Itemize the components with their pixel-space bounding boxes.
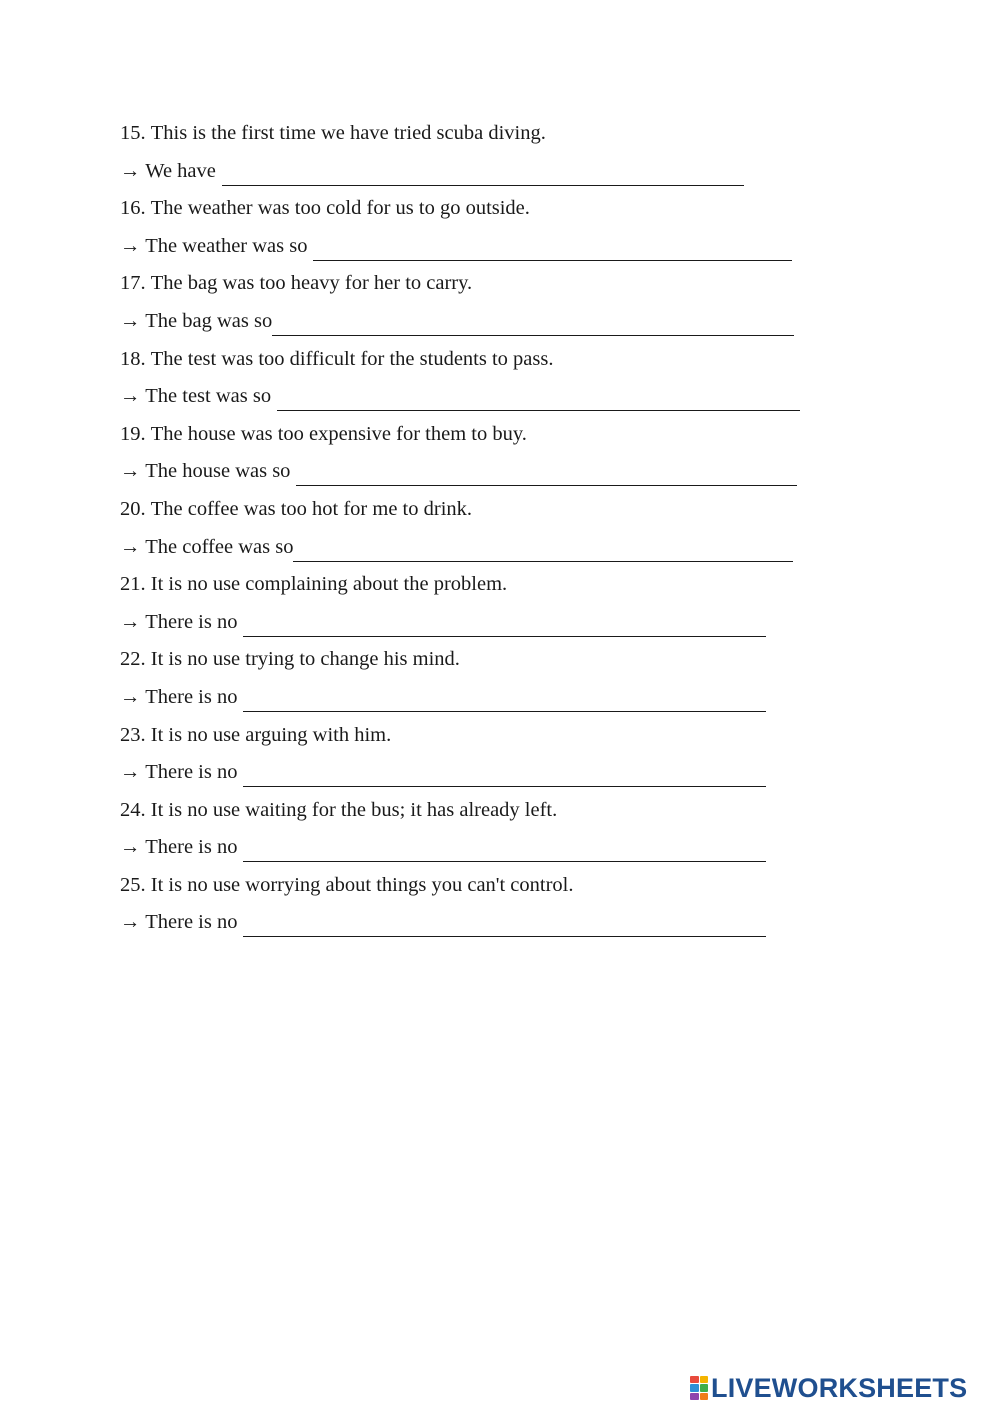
exercise-23 [120,720,840,795]
answer-input-25[interactable] [243,918,766,937]
question-prompt: It is no use arguing with him. [150,723,392,746]
exercise-20 [120,494,840,569]
question-line [120,569,840,607]
answer-input-23[interactable] [243,768,766,787]
answer-line [120,231,840,269]
worksheet [120,118,840,945]
answer-prefix: → We have [120,159,216,182]
question-line [120,193,840,231]
answer-line [120,306,840,344]
exercise-17 [120,268,840,343]
question-line [120,494,840,532]
answer-input-18[interactable] [277,392,800,411]
question-number: 24. [120,798,146,821]
answer-input-24[interactable] [243,843,766,862]
question-number: 15. [120,122,146,144]
answer-line [120,456,840,494]
exercise-22 [120,644,840,719]
answer-prefix: → The bag was so [120,309,273,332]
exercise-18 [120,344,840,419]
answer-line [120,156,840,194]
question-prompt: The bag was too heavy for her to carry. [150,272,473,295]
exercise-24 [120,795,840,870]
question-line [120,720,840,758]
logo-text: LIVEWORKSHEETS [711,1372,968,1403]
question-prompt: It is no use worrying about things you can't control. [150,873,574,896]
exercise-21 [120,569,840,644]
answer-input-21[interactable] [243,618,766,637]
answer-prefix: → There is no [120,911,238,934]
question-number: 23. [120,723,146,746]
question-prompt: It is no use waiting for the bus; it has already left. [150,798,558,821]
exercise-16 [120,193,840,268]
answer-line [120,832,840,870]
question-line [120,118,840,156]
question-prompt: It is no use complaining about the problem. [150,573,508,596]
answer-line [120,907,840,945]
liveworksheets-logo [690,1372,967,1404]
answer-prefix: → The test was so [120,385,272,408]
question-number: 22. [120,648,146,671]
answer-prefix: → There is no [120,610,238,633]
answer-input-16[interactable] [313,242,792,261]
question-number: 16. [120,197,146,220]
question-number: 20. [120,497,146,520]
answer-line [120,757,840,795]
liveworksheets-logo-icon [690,1376,708,1401]
question-line [120,644,840,682]
answer-prefix: → The house was so [120,460,291,483]
answer-prefix: → The weather was so [120,234,308,257]
question-number: 21. [120,573,146,596]
question-number: 17. [120,272,146,295]
question-prompt: The house was too expensive for them to buy. [150,422,527,445]
answer-input-19[interactable] [296,467,797,486]
question-line [120,268,840,306]
answer-prefix: → There is no [120,685,238,708]
answer-input-17[interactable] [272,317,794,336]
answer-prefix: → There is no [120,761,238,784]
answer-input-15[interactable] [222,167,744,186]
question-number: 25. [120,873,146,896]
question-prompt: The coffee was too hot for me to drink. [150,497,473,520]
question-prompt: This is the first time we have tried scuba diving. [150,122,546,144]
exercise-15 [120,118,840,193]
exercise-25 [120,870,840,945]
answer-line [120,381,840,419]
answer-input-22[interactable] [243,693,766,712]
answer-input-20[interactable] [293,543,793,562]
question-prompt: The weather was too cold for us to go outside. [150,197,530,220]
question-line [120,870,840,908]
question-number: 18. [120,347,146,370]
question-prompt: It is no use trying to change his mind. [150,648,460,671]
question-line [120,344,840,382]
exercise-19 [120,419,840,494]
answer-prefix: → There is no [120,836,238,859]
answer-prefix: → The coffee was so [120,535,294,558]
answer-line [120,607,840,645]
question-number: 19. [120,422,146,445]
question-line [120,419,840,457]
answer-line [120,682,840,720]
question-line [120,795,840,833]
question-prompt: The test was too difficult for the students to pass. [150,347,554,370]
answer-line [120,532,840,570]
